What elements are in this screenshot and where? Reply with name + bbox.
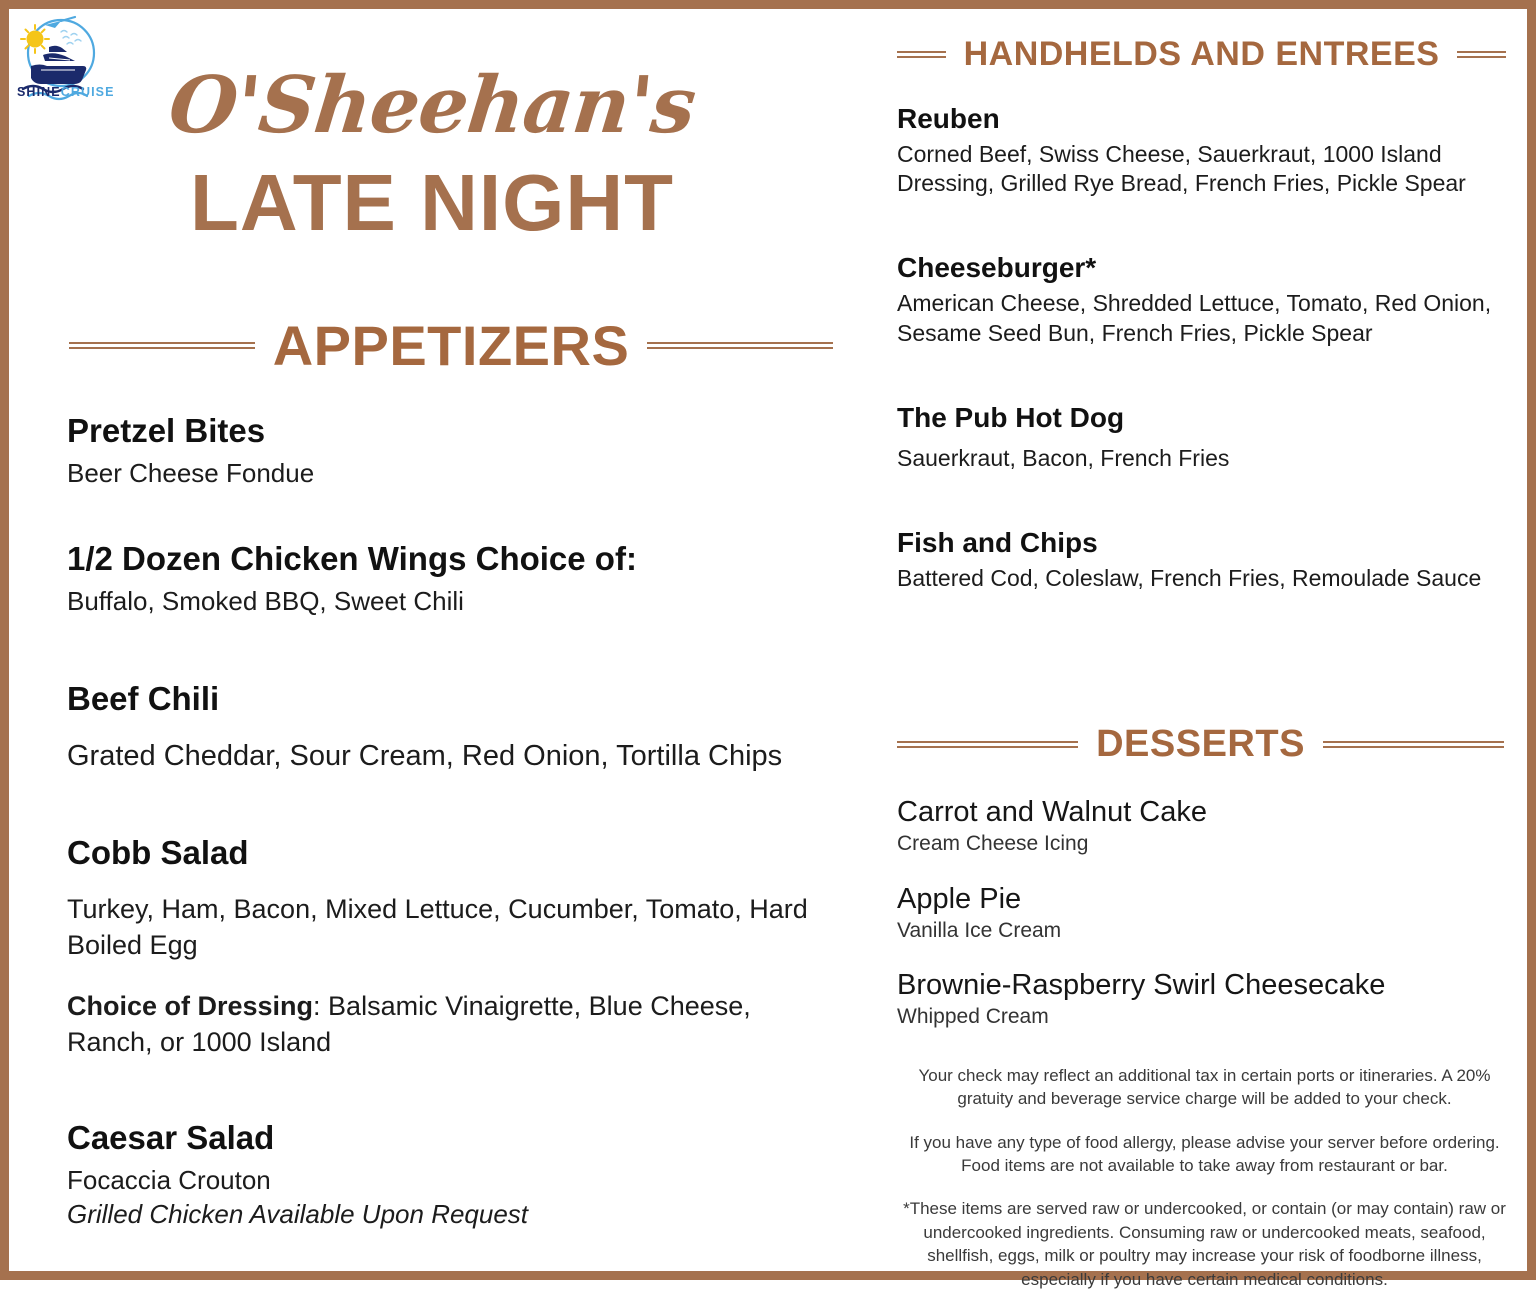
item-description: Beer Cheese Fondue [67, 457, 315, 488]
item-name: Fish and Chips [897, 527, 1098, 559]
item-description: Cream Cheese Icing [897, 832, 1089, 856]
item-description: Turkey, Ham, Bacon, Mixed Lettuce, Cucumber, Tomato, Hard Boiled Egg [67, 894, 808, 961]
desserts-list [897, 796, 1507, 1030]
item-name: Cheeseburger* [897, 252, 1097, 284]
item-description: Battered Cod, Coleslaw, French Fries, Remoulade Sauce [897, 564, 1482, 591]
menu-main-title: LATE NIGHT [189, 158, 675, 247]
section-label-desserts: DESSERTS [1096, 723, 1305, 765]
section-header-desserts [897, 723, 1504, 766]
menu-item-cobb-salad [67, 834, 827, 1061]
section-label-handhelds: HANDHELDS AND ENTREES [963, 35, 1440, 73]
section-header-handhelds [897, 35, 1506, 74]
menu-item-reuben [897, 102, 1507, 199]
item-description: Whipped Cream [897, 1005, 1049, 1029]
menu-item-carrot-walnut-cake [897, 796, 1507, 857]
dressing-label: Choice of Dressing [67, 991, 314, 1022]
menu-item-chicken-wings [67, 540, 827, 618]
item-name: Apple Pie [897, 882, 1022, 915]
item-name: Cobb Salad [67, 834, 249, 872]
item-name: Caesar Salad [67, 1119, 275, 1157]
menu-item-apple-pie [897, 883, 1507, 944]
item-description: American Cheese, Shredded Lettuce, Tomato, Red Onion, Sesame Seed Bun, French Fries, Pickle Spear [897, 289, 1492, 346]
logo-text-cruise: CRUISE [60, 85, 115, 99]
item-name: Pretzel Bites [67, 412, 266, 449]
divider-rule-right [1323, 741, 1504, 748]
divider-rule-left [897, 51, 946, 58]
menu-inner [9, 9, 1527, 1289]
item-description: Corned Beef, Swiss Cheese, Sauerkraut, 1000 Island Dressing, Grilled Rye Bread, French Fries, Pickle Spear [897, 140, 1466, 197]
item-description: Focaccia Crouton [67, 1165, 271, 1196]
fineprint-raw-notice: *These items are served raw or undercooked, or contain (or may contain) raw or undercooked ingredients. Consuming raw or undercooked meats, seafood, shellfish, eggs, milk or poultry may increase your risk of foodborne illness, especially if you have certain medical conditions. [903, 1199, 1506, 1289]
handhelds-list [897, 102, 1507, 594]
divider-rule-left [69, 342, 255, 349]
item-note: Grilled Chicken Available Upon Request [67, 1198, 529, 1229]
divider-rule-left [897, 741, 1078, 748]
section-label-appetizers: APPETIZERS [272, 314, 630, 377]
item-description: Grated Cheddar, Sour Cream, Red Onion, Tortilla Chips [67, 740, 783, 773]
section-header-appetizers [69, 313, 833, 378]
menu-item-fish-and-chips [897, 526, 1507, 593]
fineprint-tax-notice: Your check may reflect an additional tax in certain ports or itineraries. A 20% gratuity and beverage service charge will be added to your check. [918, 1065, 1491, 1109]
menu-item-caesar-salad [67, 1119, 827, 1231]
item-name: Beef Chili [67, 680, 220, 718]
restaurant-script-title: O'Sheehan's [164, 60, 700, 151]
menu-item-pretzel-bites [67, 412, 827, 490]
item-description: Buffalo, Smoked BBQ, Sweet Chili [67, 586, 464, 617]
dressing-value: : Balsamic Vinaigrette, Blue Cheese, Ranch, or 1000 Island [67, 991, 751, 1058]
menu-item-brownie-raspberry-cheesecake [897, 969, 1507, 1030]
item-name: Reuben [897, 103, 1000, 134]
item-name: 1/2 Dozen Chicken Wings Choice of: [67, 540, 637, 578]
item-name: The Pub Hot Dog [897, 401, 1125, 433]
appetizers-list [67, 412, 827, 1231]
menu-item-pub-hot-dog [897, 401, 1507, 474]
fineprint-block [903, 1064, 1506, 1291]
item-description: Sauerkraut, Bacon, French Fries [897, 445, 1230, 472]
divider-rule-right [1457, 51, 1506, 58]
logo-text-shine: SHINE [17, 85, 61, 99]
divider-rule-right [647, 342, 833, 349]
menu-item-beef-chili [67, 680, 827, 776]
item-description: Vanilla Ice Cream [897, 918, 1062, 942]
left-column [9, 9, 855, 1271]
item-name: Brownie-Raspberry Swirl Cheesecake [897, 969, 1386, 1002]
right-column [855, 9, 1536, 1289]
menu-item-cheeseburger [897, 251, 1507, 348]
fineprint-allergy-notice: If you have any type of food allergy, please advise your server before ordering. Food items are not available to take away from restaurant or bar. [909, 1132, 1500, 1175]
item-dressing-options [67, 989, 827, 1061]
item-name: Carrot and Walnut Cake [897, 796, 1208, 828]
desserts-block [855, 723, 1536, 1291]
